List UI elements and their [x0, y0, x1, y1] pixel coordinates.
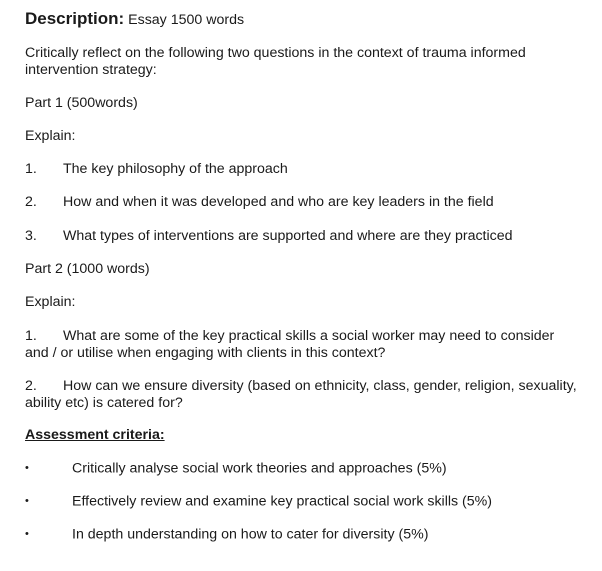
list-item-text: The key philosophy of the approach	[63, 161, 288, 177]
bullet-icon: •	[25, 495, 29, 507]
part1-item-2	[25, 194, 494, 211]
list-item-text: What types of interventions are supported and where are they practiced	[63, 228, 513, 244]
list-item-text: How and when it was developed and who are key leaders in the field	[63, 194, 494, 210]
list-number: 1.	[25, 328, 37, 344]
description-line	[25, 10, 244, 29]
list-item-text: How can we ensure diversity (based on ethnicity, class, gender, religion, sexuality,	[63, 378, 577, 394]
part2-item-2-line-1	[25, 378, 577, 395]
intro-line-1: Critically reflect on the following two questions in the context of trauma informed	[25, 45, 526, 61]
description-label: Description:	[25, 9, 125, 28]
assessment-item-3	[25, 526, 428, 543]
part1-explain: Explain:	[25, 128, 76, 144]
part2-item-1-line-1	[25, 328, 554, 345]
part2-heading: Part 2 (1000 words)	[25, 261, 150, 277]
list-item-text: In depth understanding on how to cater for diversity (5%)	[72, 526, 429, 543]
list-number: 2.	[25, 194, 37, 210]
list-number: 2.	[25, 378, 37, 394]
part1-heading: Part 1 (500words)	[25, 95, 138, 111]
part1-item-3	[25, 228, 513, 245]
list-number: 3.	[25, 228, 37, 244]
bullet-icon: •	[25, 528, 29, 540]
list-number: 1.	[25, 161, 37, 177]
assessment-heading: Assessment criteria:	[25, 427, 165, 443]
part2-item-1-line-2: and / or utilise when engaging with clients in this context?	[25, 345, 386, 361]
list-item-text: What are some of the key practical skills a social worker may need to consider	[63, 328, 555, 344]
intro-line-2: intervention strategy:	[25, 62, 157, 78]
list-item-text: Effectively review and examine key practical social work skills (5%)	[72, 493, 492, 510]
part2-item-2-line-2: ability etc) is catered for?	[25, 395, 183, 411]
description-value: Essay 1500 words	[128, 12, 245, 28]
assessment-item-1	[25, 460, 447, 477]
bullet-icon: •	[25, 462, 29, 474]
assessment-item-2	[25, 493, 492, 510]
list-item-text: Critically analyse social work theories and approaches (5%)	[72, 460, 447, 477]
part1-item-1	[25, 161, 288, 178]
part2-explain: Explain:	[25, 294, 76, 310]
